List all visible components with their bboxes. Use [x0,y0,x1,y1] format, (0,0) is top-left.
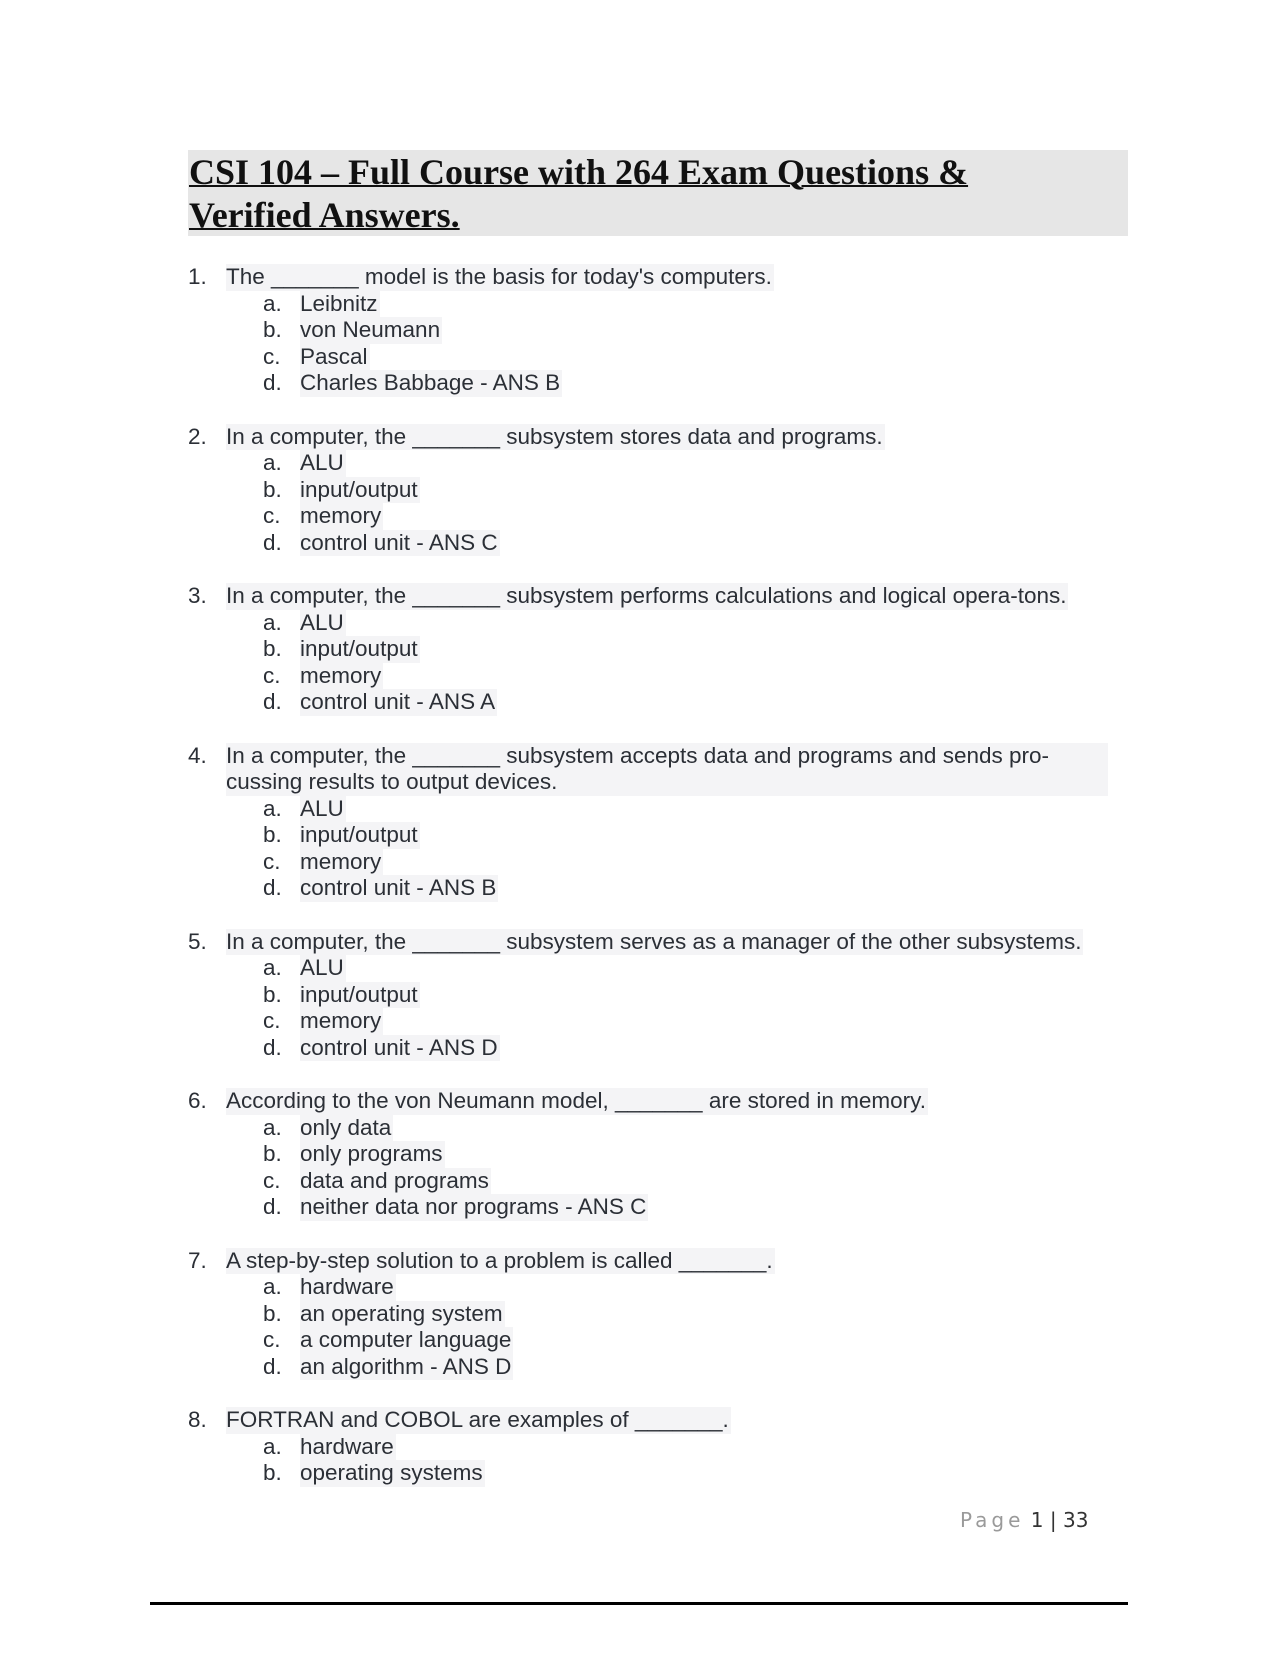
option-text: von Neumann [300,317,441,342]
option-letter: d. [263,1034,282,1060]
question-item [188,743,1108,902]
option-letter: d. [263,875,282,900]
option-letter: b. [263,1460,282,1485]
option-text: input/output [300,636,418,661]
option-text: neither data nor programs - ANS C [300,1194,647,1219]
option-item [263,1194,1108,1221]
question-number: 1. [188,264,207,289]
option-letter: d. [263,1353,282,1379]
page-separator: | [1049,1508,1057,1532]
option-letter: d. [263,370,282,395]
option-text: only data [300,1114,392,1140]
option-letter: c. [263,343,281,369]
option-item [263,477,1108,504]
option-letter: a. [263,609,282,635]
option-letter: c. [263,1167,281,1193]
option-letter: a. [263,795,282,821]
option-item [263,1460,1108,1487]
question-number: 3. [188,583,207,608]
option-letter: a. [263,1274,282,1299]
option-item [263,610,1108,637]
option-text: operating systems [300,1460,483,1485]
question-number: 4. [188,742,207,768]
option-letter: b. [263,476,282,502]
option-text: ALU [300,795,344,821]
option-item [263,663,1108,690]
option-letter: a. [263,290,282,316]
question-number: 8. [188,1407,207,1432]
option-item [263,1008,1108,1035]
option-list [188,1434,1108,1487]
option-list [188,610,1108,716]
option-letter: d. [263,689,282,714]
option-letter: c. [263,503,281,528]
option-item [263,636,1108,663]
option-letter: d. [263,1194,282,1219]
question-text: In a computer, the _______ subsystem performs calculations and logical opera-tons. [226,583,1067,608]
question-text: The _______ model is the basis for today's computers. [226,264,772,289]
option-list [188,291,1108,397]
option-letter: a. [263,1114,282,1140]
question-item [188,264,1108,397]
option-item [263,1434,1108,1461]
option-item [263,1115,1108,1142]
question-item [188,1248,1108,1381]
option-text: Leibnitz [300,290,378,316]
question-number: 5. [188,928,207,954]
option-text: an operating system [300,1300,503,1326]
option-item [263,1274,1108,1301]
option-letter: b. [263,822,282,847]
option-letter: c. [263,662,281,688]
question-list [188,264,1108,1514]
option-item [263,955,1108,982]
option-item [263,503,1108,530]
question-text: According to the von Neumann model, _______ are stored in memory. [226,1088,926,1113]
option-text: ALU [300,955,344,980]
option-list [188,1274,1108,1380]
option-text: control unit - ANS A [300,689,496,714]
question-text: A step-by-step solution to a problem is called _______. [226,1247,773,1273]
option-text: ALU [300,609,344,635]
question-number: 6. [188,1088,207,1113]
option-text: a computer language [300,1327,512,1352]
option-item [263,450,1108,477]
option-text: hardware [300,1274,394,1299]
option-text: control unit - ANS B [300,875,497,900]
question-item [188,424,1108,557]
question-text: In a computer, the _______ subsystem accepts data and programs and sends pro-cussing results to output devices. [226,743,1108,796]
option-item [263,370,1108,397]
option-letter: b. [263,636,282,661]
option-list [188,796,1108,902]
option-text: input/output [300,822,418,847]
option-item [263,1354,1108,1381]
option-item [263,291,1108,318]
option-text: only programs [300,1141,443,1166]
option-letter: c. [263,1008,281,1033]
question-text: In a computer, the _______ subsystem stores data and programs. [226,423,883,449]
option-letter: c. [263,848,281,874]
page-label: Page [960,1508,1025,1532]
option-letter: a. [263,450,282,475]
option-text: memory [300,503,382,528]
option-text: hardware [300,1433,394,1459]
option-letter: a. [263,955,282,980]
page-total: 33 [1062,1508,1089,1532]
option-item [263,849,1108,876]
option-text: ALU [300,450,344,475]
page-number [960,1508,1088,1532]
option-letter: b. [263,1141,282,1166]
question-item [188,929,1108,1062]
option-text: data and programs [300,1167,489,1193]
question-text: FORTRAN and COBOL are examples of _______. [226,1407,729,1432]
option-text: memory [300,662,382,688]
option-text: Charles Babbage - ANS B [300,370,561,395]
option-letter: b. [263,1300,282,1326]
option-item [263,689,1108,716]
option-item [263,982,1108,1009]
question-item [188,583,1108,716]
option-list [188,955,1108,1061]
question-number: 7. [188,1247,207,1273]
option-letter: b. [263,317,282,342]
option-text: an algorithm - ANS D [300,1353,512,1379]
option-text: memory [300,1008,382,1033]
option-item [263,1327,1108,1354]
option-letter: b. [263,981,282,1007]
option-item [263,1168,1108,1195]
option-text: Pascal [300,343,368,369]
option-text: input/output [300,981,418,1007]
option-item [263,875,1108,902]
option-letter: a. [263,1433,282,1459]
document-title: CSI 104 – Full Course with 264 Exam Questions & Verified Answers. [189,152,969,235]
question-item [188,1407,1108,1487]
footer-divider [150,1602,1128,1605]
option-list [188,450,1108,556]
option-list [188,1115,1108,1221]
option-item [263,1035,1108,1062]
option-item [263,796,1108,823]
option-item [263,1301,1108,1328]
question-number: 2. [188,423,207,449]
option-text: memory [300,848,382,874]
question-text: In a computer, the _______ subsystem serves as a manager of the other subsystems. [226,928,1082,954]
option-item [263,1141,1108,1168]
option-text: input/output [300,476,418,502]
option-item [263,344,1108,371]
option-letter: c. [263,1327,281,1352]
option-item [263,822,1108,849]
option-item [263,530,1108,557]
page-current: 1 [1030,1508,1044,1532]
option-item [263,317,1108,344]
option-text: control unit - ANS D [300,1034,498,1060]
question-item [188,1088,1108,1221]
option-letter: d. [263,529,282,555]
option-text: control unit - ANS C [300,529,498,555]
